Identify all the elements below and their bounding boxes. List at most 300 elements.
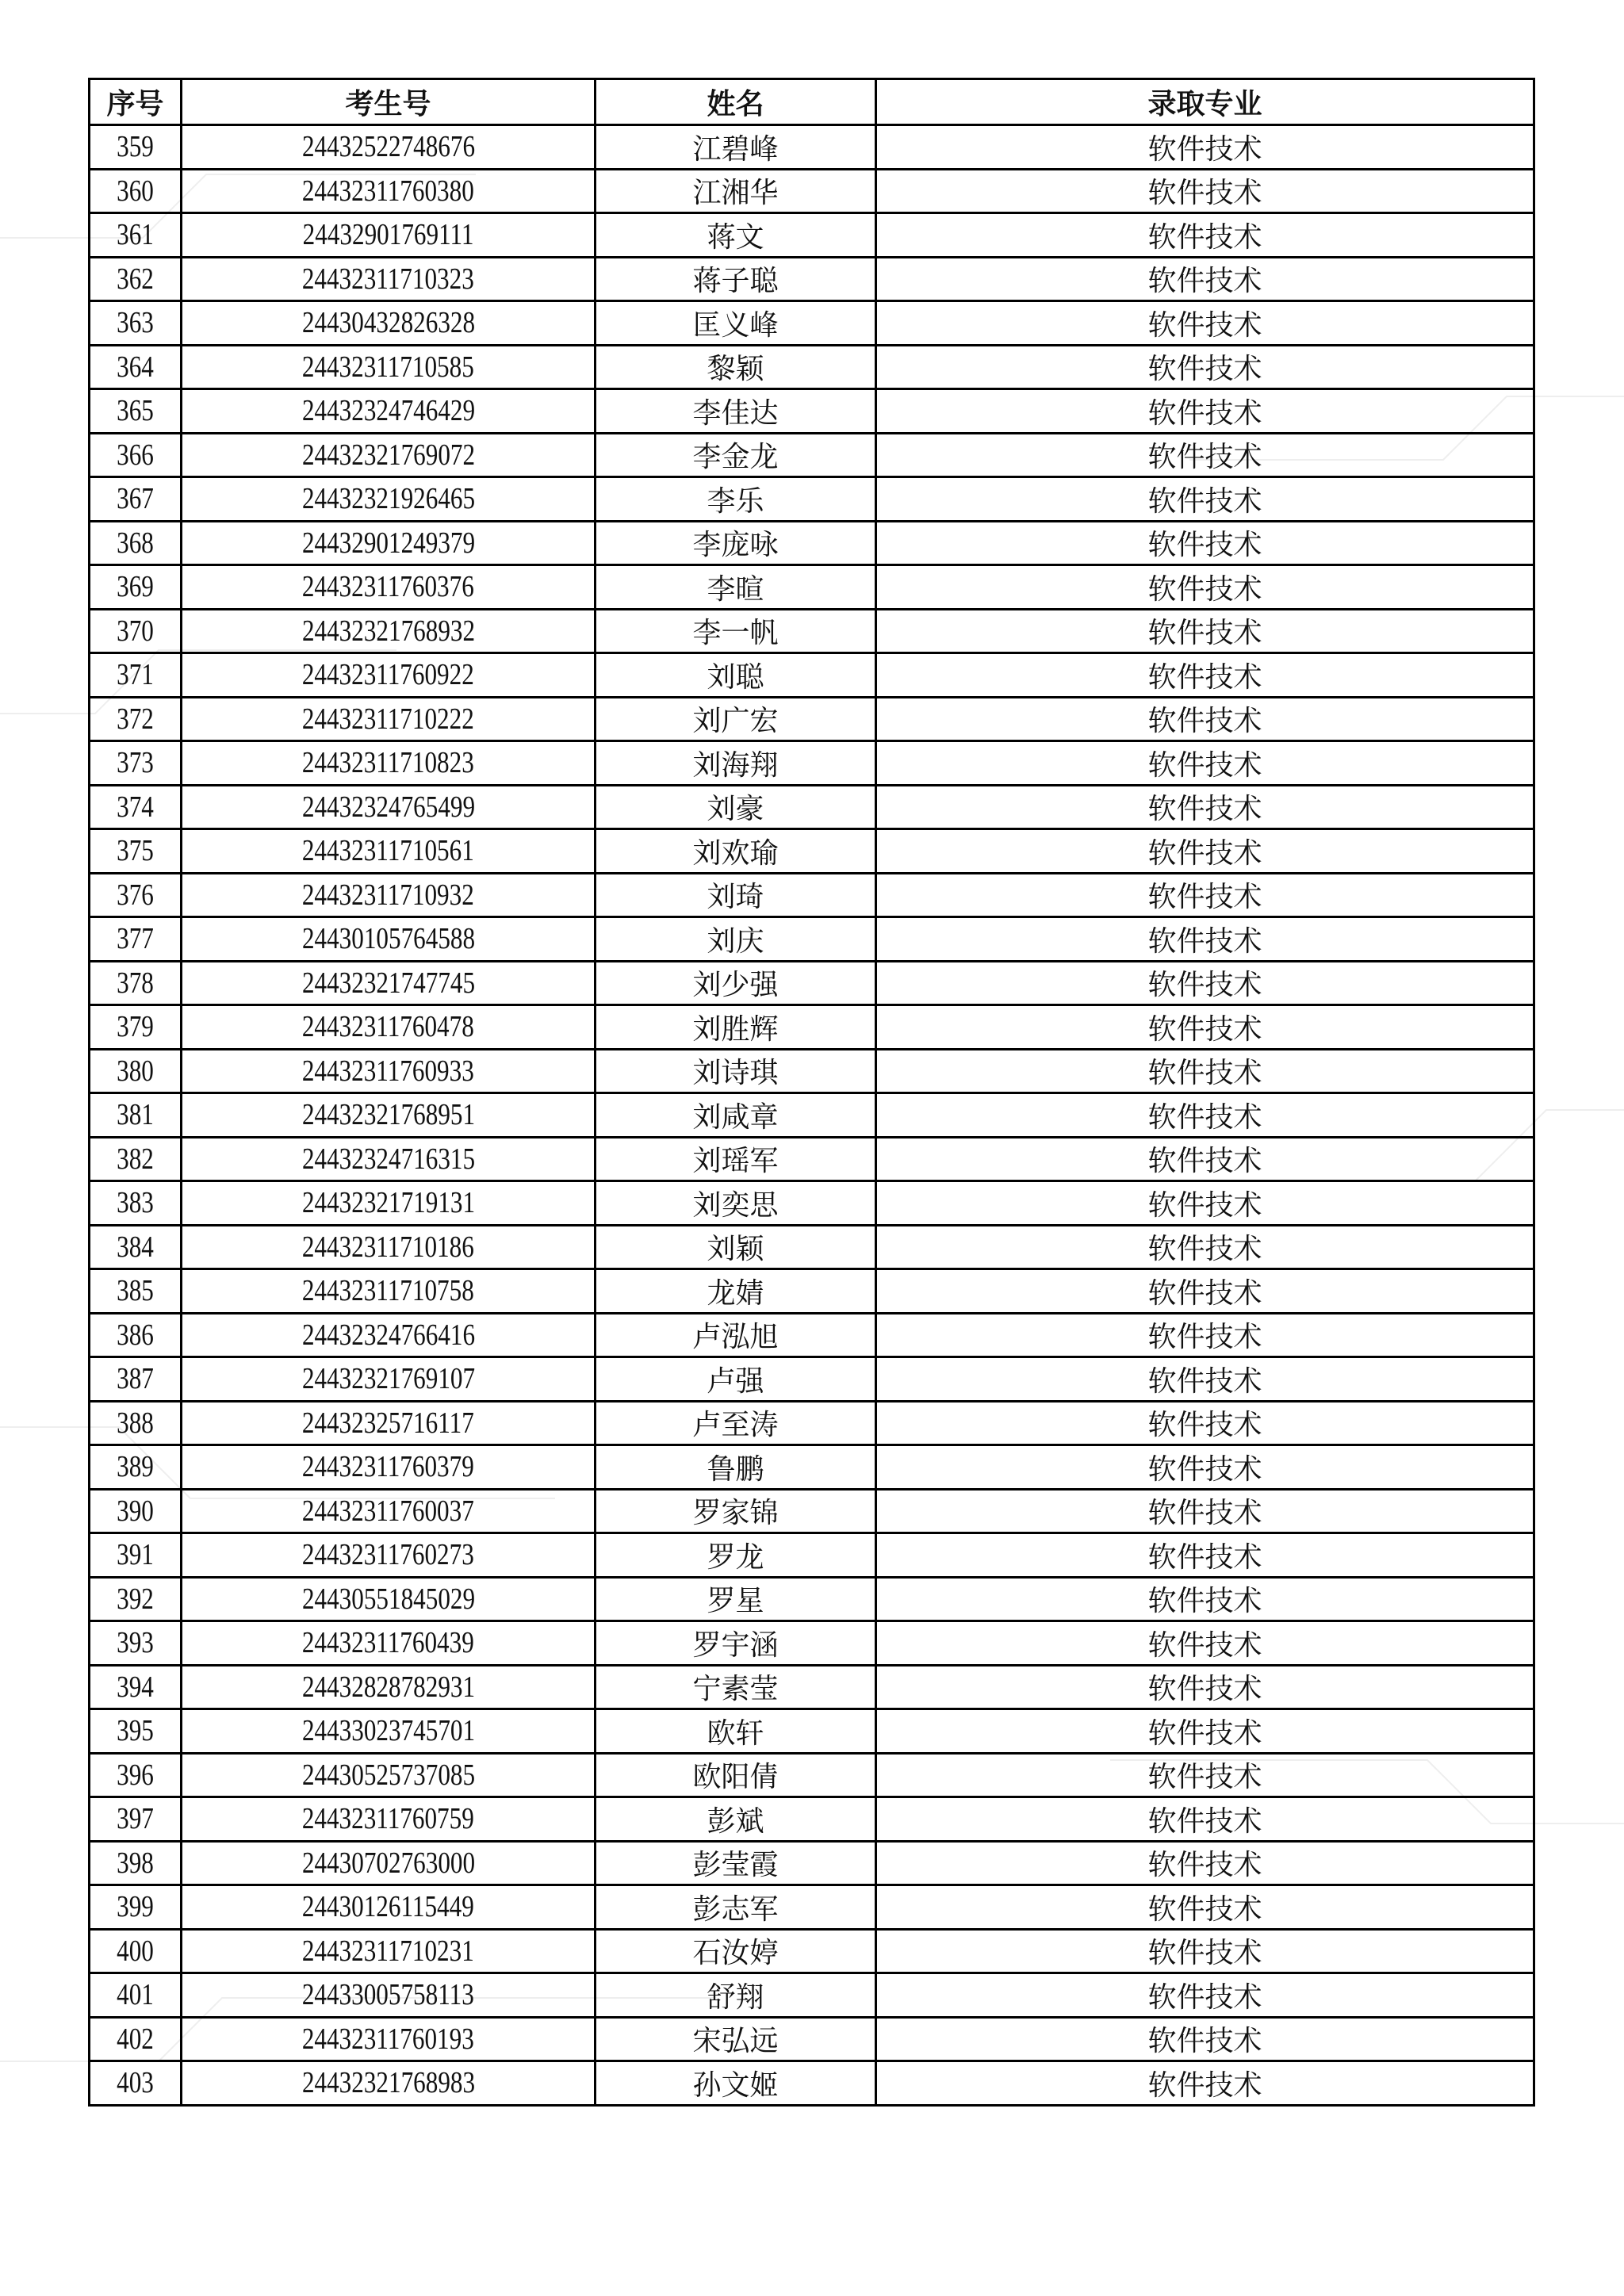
seq-cell-text: 393: [117, 1626, 154, 1660]
exam-id-cell: [182, 741, 596, 786]
exam-id-cell: [182, 1797, 596, 1842]
seq-cell-text: 375: [117, 834, 154, 868]
seq-cell: [90, 213, 182, 258]
major-cell-text: 软件技术: [1147, 1188, 1262, 1222]
major-cell: [876, 1313, 1534, 1357]
exam-id-cell-text: 24432321926465: [301, 482, 475, 516]
major-cell: [876, 1181, 1534, 1226]
major-cell-text: 软件技术: [1147, 1057, 1262, 1090]
major-cell: [876, 1269, 1534, 1314]
exam-id-cell-text: 24432311710323: [302, 262, 474, 296]
exam-id-cell-text: 24433005758113: [302, 1978, 474, 2012]
seq-cell: [90, 697, 182, 741]
table-row: [90, 1885, 1534, 1930]
major-cell: [876, 961, 1534, 1005]
table-row: [90, 477, 1534, 522]
major-cell: [876, 477, 1534, 522]
name-cell: [596, 213, 876, 258]
table-row: [90, 1401, 1534, 1445]
major-cell-text: 软件技术: [1147, 748, 1262, 782]
seq-cell-text: 403: [117, 2066, 154, 2100]
table-row: [90, 1137, 1534, 1181]
name-cell-text: 李一帆: [692, 617, 779, 650]
seq-cell: [90, 301, 182, 346]
major-cell: [876, 829, 1534, 874]
seq-cell-text: 402: [117, 2022, 154, 2056]
exam-id-cell-text: 24432311710585: [302, 350, 474, 384]
seq-cell-text: 386: [117, 1318, 154, 1352]
seq-cell: [90, 257, 182, 301]
table-row: [90, 1533, 1534, 1578]
name-cell: [596, 521, 876, 565]
seq-cell-text: 367: [117, 482, 154, 516]
seq-cell-text: 388: [117, 1406, 154, 1440]
seq-cell: [90, 1401, 182, 1445]
major-cell-text: 软件技术: [1147, 1233, 1262, 1266]
major-cell: [876, 1489, 1534, 1533]
exam-id-cell: [182, 1357, 596, 1402]
major-cell-text: 软件技术: [1147, 1540, 1262, 1574]
major-cell: [876, 1929, 1534, 1973]
exam-id-cell-text: 24432828782931: [301, 1670, 475, 1704]
name-cell-text: 卢泓旭: [692, 1321, 779, 1354]
exam-id-cell: [182, 1269, 596, 1314]
name-cell: [596, 961, 876, 1005]
exam-id-cell: [182, 697, 596, 741]
seq-cell-text: 365: [117, 394, 154, 428]
seq-cell: [90, 1445, 182, 1490]
table-row: [90, 1753, 1534, 1797]
major-cell-text: 软件技术: [1147, 1276, 1262, 1310]
major-cell-text: 软件技术: [1147, 1452, 1262, 1486]
seq-cell-text: 369: [117, 570, 154, 604]
major-cell: [876, 1797, 1534, 1842]
seq-cell: [90, 169, 182, 213]
major-cell-text: 软件技术: [1147, 1012, 1262, 1046]
seq-cell-text: 382: [117, 1142, 154, 1176]
seq-cell-text: 387: [117, 1362, 154, 1396]
major-cell: [876, 1049, 1534, 1093]
seq-cell-text: 385: [117, 1274, 154, 1308]
table-row: [90, 1269, 1534, 1314]
name-cell: [596, 257, 876, 301]
name-cell-text: 罗宇涵: [692, 1628, 779, 1662]
name-cell-text: 刘少强: [692, 969, 779, 1002]
name-cell: [596, 1577, 876, 1621]
major-cell: [876, 2017, 1534, 2061]
major-cell-text: 软件技术: [1147, 1892, 1262, 1926]
exam-id-cell-text: 24430126115449: [302, 1890, 474, 1924]
exam-id-cell: [182, 1181, 596, 1226]
name-cell-text: 舒翔: [707, 1980, 764, 2014]
seq-cell-text: 374: [117, 790, 154, 824]
exam-id-cell-text: 24432311760037: [302, 1494, 474, 1528]
major-cell-text: 软件技术: [1147, 836, 1262, 870]
table-row: [90, 785, 1534, 829]
exam-id-cell-text: 24432522748676: [301, 130, 475, 164]
name-cell: [596, 1401, 876, 1445]
seq-cell: [90, 1929, 182, 1973]
major-cell-text: 软件技术: [1147, 1980, 1262, 2014]
name-cell-text: 孙文姬: [692, 2068, 779, 2102]
exam-id-cell-text: 24432311760273: [302, 1538, 474, 1572]
name-cell-text: 欧轩: [707, 1716, 764, 1750]
table-row: [90, 2061, 1534, 2106]
exam-id-cell-text: 24432324765499: [301, 790, 475, 824]
table-row: [90, 1225, 1534, 1269]
name-cell: [596, 1973, 876, 2018]
major-cell-text: 软件技术: [1147, 572, 1262, 606]
name-cell: [596, 1313, 876, 1357]
table-row: [90, 609, 1534, 653]
seq-cell: [90, 345, 182, 389]
exam-id-cell: [182, 389, 596, 434]
name-cell-text: 卢至涛: [692, 1409, 779, 1442]
name-cell-text: 刘诗琪: [692, 1057, 779, 1090]
name-cell: [596, 1797, 876, 1842]
major-cell: [876, 1225, 1534, 1269]
major-cell: [876, 785, 1534, 829]
exam-id-cell: [182, 653, 596, 698]
seq-cell: [90, 1665, 182, 1709]
exam-id-cell: [182, 829, 596, 874]
exam-id-cell-text: 24432321769107: [301, 1362, 475, 1396]
seq-cell-text: 359: [117, 130, 154, 164]
exam-id-cell: [182, 1709, 596, 1754]
exam-id-cell-text: 24432311760933: [302, 1054, 474, 1088]
exam-id-cell-text: 24430551845029: [301, 1582, 475, 1616]
name-cell-text: 李佳达: [692, 396, 779, 430]
table-row: [90, 741, 1534, 786]
major-cell: [876, 1445, 1534, 1490]
major-cell: [876, 697, 1534, 741]
name-cell-text: 宋弘远: [692, 2025, 779, 2058]
name-cell-text: 刘奕思: [692, 1188, 779, 1222]
seq-cell: [90, 609, 182, 653]
seq-cell: [90, 1357, 182, 1402]
name-cell-text: 刘海翔: [692, 748, 779, 782]
exam-id-cell-text: 24432321747745: [301, 966, 475, 1000]
name-cell: [596, 1841, 876, 1885]
exam-id-cell-text: 24432311760376: [302, 570, 474, 604]
table-row: [90, 521, 1534, 565]
table-row: [90, 653, 1534, 698]
major-cell: [876, 1973, 1534, 2018]
name-cell: [596, 2061, 876, 2106]
seq-cell-text: 389: [117, 1450, 154, 1484]
major-cell: [876, 257, 1534, 301]
name-cell: [596, 433, 876, 477]
exam-id-cell-text: 24432321768951: [301, 1098, 475, 1132]
exam-id-cell-text: 24432325716117: [302, 1406, 474, 1440]
seq-cell-text: 376: [117, 878, 154, 912]
exam-id-cell: [182, 433, 596, 477]
table-header-row: [90, 79, 1534, 125]
name-cell: [596, 1929, 876, 1973]
major-cell: [876, 433, 1534, 477]
seq-cell: [90, 1841, 182, 1885]
major-cell: [876, 1533, 1534, 1578]
major-cell: [876, 1709, 1534, 1754]
name-cell-text: 鲁鹏: [707, 1452, 764, 1486]
seq-cell: [90, 1225, 182, 1269]
exam-id-cell-text: 24432321769072: [301, 438, 475, 472]
seq-cell: [90, 1093, 182, 1138]
name-cell-text: 李乐: [707, 484, 764, 518]
major-cell: [876, 1753, 1534, 1797]
name-cell: [596, 1665, 876, 1709]
major-cell-text: 软件技术: [1147, 529, 1262, 562]
name-cell-text: 黎颖: [707, 353, 764, 386]
table-row: [90, 257, 1534, 301]
major-cell-text: 软件技术: [1147, 1849, 1262, 1882]
exam-id-cell: [182, 1445, 596, 1490]
table-row: [90, 1313, 1534, 1357]
exam-id-cell: [182, 1093, 596, 1138]
major-cell-text: 软件技术: [1147, 308, 1262, 342]
exam-id-cell-text: 24432901769111: [302, 218, 474, 252]
seq-cell: [90, 1049, 182, 1093]
exam-id-cell: [182, 1665, 596, 1709]
major-cell: [876, 125, 1534, 170]
major-cell-text: 软件技术: [1147, 177, 1262, 210]
seq-cell-text: 373: [117, 746, 154, 780]
table-row: [90, 917, 1534, 962]
name-cell-text: 蒋子聪: [692, 265, 779, 298]
major-cell-text: 软件技术: [1147, 132, 1262, 166]
name-cell: [596, 301, 876, 346]
exam-id-cell: [182, 1621, 596, 1666]
seq-cell-text: 381: [117, 1098, 154, 1132]
major-cell: [876, 169, 1534, 213]
exam-id-cell-text: 24432311710222: [302, 702, 474, 736]
name-cell: [596, 125, 876, 170]
exam-id-cell: [182, 1005, 596, 1050]
major-cell: [876, 213, 1534, 258]
exam-id-cell: [182, 169, 596, 213]
name-cell-text: 彭莹霞: [692, 1849, 779, 1882]
exam-id-cell: [182, 785, 596, 829]
exam-id-cell-text: 24432311710561: [302, 834, 474, 868]
table-row: [90, 1005, 1534, 1050]
seq-cell-text: 380: [117, 1054, 154, 1088]
major-cell-text: 软件技术: [1147, 881, 1262, 914]
table-row: [90, 873, 1534, 917]
major-cell: [876, 653, 1534, 698]
name-cell-text: 刘颖: [707, 1233, 764, 1266]
exam-id-cell: [182, 213, 596, 258]
seq-cell: [90, 1313, 182, 1357]
seq-cell-text: 372: [117, 702, 154, 736]
name-cell: [596, 1621, 876, 1666]
seq-cell-text: 398: [117, 1846, 154, 1880]
admission-table: [88, 78, 1535, 2107]
seq-cell-text: 392: [117, 1582, 154, 1616]
name-cell: [596, 1269, 876, 1314]
exam-id-cell-text: 24432311760380: [302, 174, 474, 208]
seq-cell: [90, 1489, 182, 1533]
exam-id-cell: [182, 2061, 596, 2106]
seq-cell-text: 395: [117, 1714, 154, 1748]
seq-cell: [90, 1577, 182, 1621]
seq-cell: [90, 433, 182, 477]
major-cell: [876, 1401, 1534, 1445]
exam-id-cell-text: 24432311710231: [302, 1934, 474, 1968]
major-cell-text: 软件技术: [1147, 2025, 1262, 2058]
exam-id-cell: [182, 609, 596, 653]
exam-id-cell-text: 24433023745701: [301, 1714, 475, 1748]
name-cell: [596, 1049, 876, 1093]
major-cell: [876, 345, 1534, 389]
exam-id-cell-text: 24432311710932: [302, 878, 474, 912]
exam-id-cell: [182, 1049, 596, 1093]
major-cell-text: 软件技术: [1147, 1937, 1262, 1970]
header-name: 姓名: [596, 79, 876, 125]
table-row: [90, 1841, 1534, 1885]
seq-cell-text: 390: [117, 1494, 154, 1528]
table-row: [90, 565, 1534, 610]
exam-id-cell-text: 24432321768932: [301, 614, 475, 648]
name-cell-text: 彭斌: [707, 1804, 764, 1838]
name-cell: [596, 389, 876, 434]
seq-cell-text: 399: [117, 1890, 154, 1924]
major-cell-text: 软件技术: [1147, 1409, 1262, 1442]
seq-cell-text: 400: [117, 1934, 154, 1968]
major-cell-text: 软件技术: [1147, 1364, 1262, 1398]
exam-id-cell: [182, 1489, 596, 1533]
name-cell-text: 匡义峰: [692, 308, 779, 342]
name-cell: [596, 917, 876, 962]
major-cell-text: 软件技术: [1147, 2068, 1262, 2102]
major-cell-text: 软件技术: [1147, 353, 1262, 386]
major-cell-text: 软件技术: [1147, 660, 1262, 694]
seq-cell-text: 360: [117, 174, 154, 208]
seq-cell: [90, 389, 182, 434]
seq-cell: [90, 917, 182, 962]
seq-cell: [90, 741, 182, 786]
exam-id-cell-text: 24432311760439: [302, 1626, 474, 1660]
header-major: 录取专业: [876, 79, 1534, 125]
name-cell: [596, 829, 876, 874]
table-row: [90, 345, 1534, 389]
seq-cell-text: 378: [117, 966, 154, 1000]
name-cell-text: 刘咸章: [692, 1100, 779, 1134]
exam-id-cell: [182, 917, 596, 962]
seq-cell-text: 370: [117, 614, 154, 648]
seq-cell: [90, 829, 182, 874]
seq-cell: [90, 1269, 182, 1314]
seq-cell-text: 377: [117, 922, 154, 956]
name-cell-text: 刘广宏: [692, 705, 779, 738]
table-row: [90, 213, 1534, 258]
exam-id-cell: [182, 1401, 596, 1445]
exam-id-cell: [182, 1225, 596, 1269]
major-cell-text: 软件技术: [1147, 220, 1262, 254]
seq-cell: [90, 477, 182, 522]
major-cell-text: 软件技术: [1147, 1145, 1262, 1178]
exam-id-cell: [182, 1929, 596, 1973]
major-cell: [876, 873, 1534, 917]
exam-id-cell: [182, 345, 596, 389]
table-row: [90, 829, 1534, 874]
major-cell: [876, 1841, 1534, 1885]
exam-id-cell-text: 24430432826328: [301, 306, 475, 340]
exam-id-cell-text: 24432311710823: [302, 746, 474, 780]
name-cell: [596, 873, 876, 917]
name-cell-text: 罗龙: [707, 1540, 764, 1574]
table-row: [90, 1093, 1534, 1138]
name-cell: [596, 609, 876, 653]
table-row: [90, 1797, 1534, 1842]
exam-id-cell: [182, 1313, 596, 1357]
major-cell: [876, 1093, 1534, 1138]
table-row: [90, 389, 1534, 434]
seq-cell-text: 368: [117, 526, 154, 560]
exam-id-cell: [182, 125, 596, 170]
name-cell: [596, 477, 876, 522]
major-cell-text: 软件技术: [1147, 1585, 1262, 1618]
name-cell: [596, 1445, 876, 1490]
exam-id-cell-text: 24432311760478: [302, 1010, 474, 1044]
name-cell: [596, 345, 876, 389]
major-cell-text: 软件技术: [1147, 1321, 1262, 1354]
major-cell: [876, 741, 1534, 786]
table-row: [90, 433, 1534, 477]
exam-id-cell-text: 24432321719131: [301, 1186, 475, 1220]
major-cell: [876, 565, 1534, 610]
major-cell-text: 软件技术: [1147, 484, 1262, 518]
exam-id-cell: [182, 1973, 596, 2018]
table-row: [90, 1621, 1534, 1666]
name-cell: [596, 1137, 876, 1181]
name-cell: [596, 741, 876, 786]
exam-id-cell-text: 24432311760922: [302, 658, 474, 692]
exam-id-cell-text: 24430702763000: [301, 1846, 475, 1880]
header-seq: 序号: [90, 79, 182, 125]
exam-id-cell: [182, 961, 596, 1005]
name-cell-text: 刘胜辉: [692, 1012, 779, 1046]
seq-cell-text: 396: [117, 1758, 154, 1792]
seq-cell: [90, 1621, 182, 1666]
table-row: [90, 1357, 1534, 1402]
exam-id-cell: [182, 1577, 596, 1621]
exam-id-cell: [182, 2017, 596, 2061]
exam-id-cell: [182, 565, 596, 610]
seq-cell-text: 361: [117, 218, 154, 252]
name-cell-text: 刘聪: [707, 660, 764, 694]
name-cell-text: 李金龙: [692, 441, 779, 474]
seq-cell: [90, 1181, 182, 1226]
major-cell-text: 软件技术: [1147, 793, 1262, 826]
seq-cell-text: 371: [117, 658, 154, 692]
seq-cell: [90, 961, 182, 1005]
major-cell-text: 软件技术: [1147, 396, 1262, 430]
seq-cell: [90, 653, 182, 698]
major-cell-text: 软件技术: [1147, 969, 1262, 1002]
major-cell-text: 软件技术: [1147, 1100, 1262, 1134]
seq-cell-text: 394: [117, 1670, 154, 1704]
exam-id-cell-text: 24430525737085: [301, 1758, 475, 1792]
major-cell-text: 软件技术: [1147, 1497, 1262, 1530]
seq-cell: [90, 873, 182, 917]
exam-id-cell-text: 24432901249379: [301, 526, 475, 560]
table-row: [90, 1929, 1534, 1973]
major-cell: [876, 1621, 1534, 1666]
major-cell: [876, 301, 1534, 346]
name-cell-text: 欧阳倩: [692, 1761, 779, 1794]
major-cell-text: 软件技术: [1147, 441, 1262, 474]
seq-cell-text: 366: [117, 438, 154, 472]
